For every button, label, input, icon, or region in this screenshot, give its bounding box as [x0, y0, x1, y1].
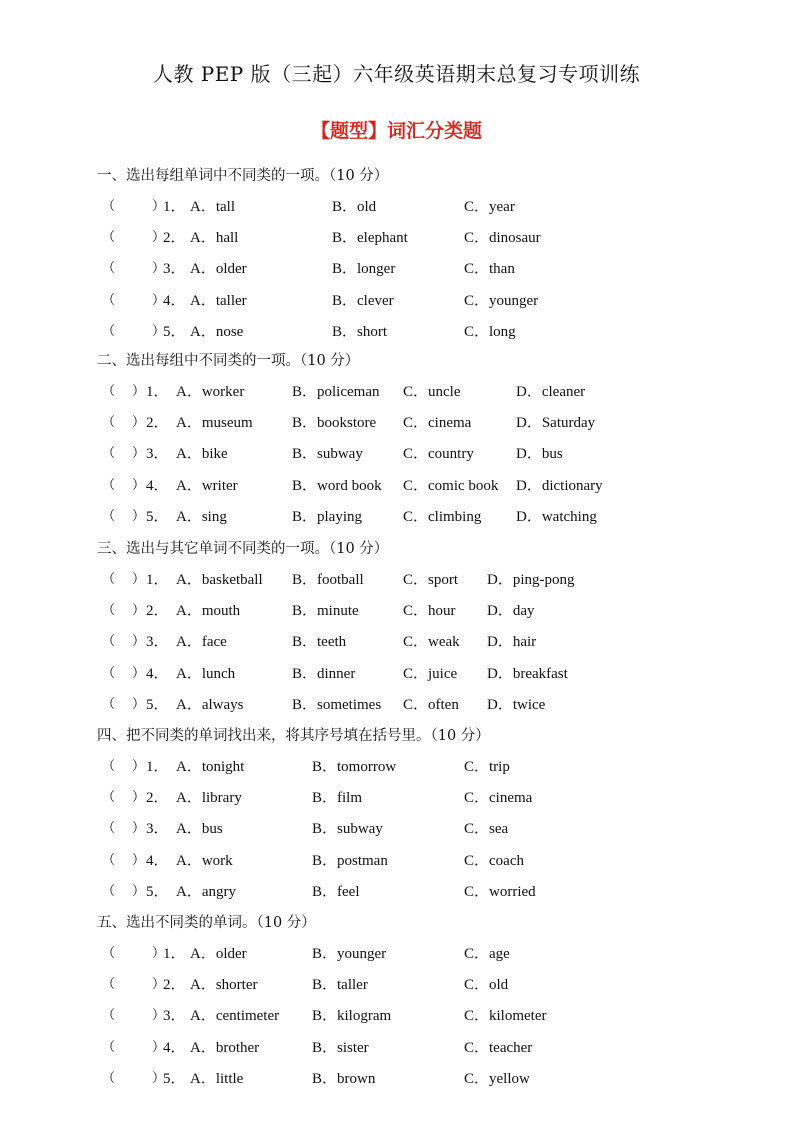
option-b: B．policeman: [292, 384, 380, 400]
question-row: [0, 973, 793, 993]
section-heading: 二、选出每组中不同类的一项。（10 分）: [97, 353, 360, 369]
option-b: B．postman: [312, 852, 388, 869]
question-number: 5．: [146, 883, 169, 900]
question-row: [0, 786, 793, 806]
question-row: [0, 880, 793, 900]
option-a: A．older: [190, 261, 247, 278]
answer-blank-open: （: [102, 508, 116, 524]
option-c: C．comic book: [403, 477, 499, 494]
question-row: [0, 599, 793, 619]
option-c: C．weak: [403, 634, 460, 651]
option-a: A．tall: [190, 199, 235, 215]
answer-blank-close: ）: [132, 883, 146, 899]
option-b: B．taller: [312, 977, 368, 994]
answer-blank-open: （: [102, 384, 116, 399]
question-number: 3．: [146, 446, 169, 463]
option-c: C．juice: [403, 665, 458, 682]
option-b: B．elephant: [332, 230, 408, 247]
question-number: 1．: [146, 384, 169, 400]
option-d: D．cleaner: [516, 384, 586, 400]
option-c: C．often: [403, 696, 459, 713]
option-a: A．museum: [176, 415, 253, 432]
question-number: 4．: [163, 292, 186, 309]
option-c: C．country: [403, 446, 474, 463]
option-d: D．bus: [516, 446, 563, 463]
answer-blank-close: ）: [132, 415, 146, 431]
question-number: 1．: [146, 572, 169, 588]
option-c: C．younger: [464, 292, 539, 309]
answer-blank-open: （: [102, 634, 116, 650]
question-row: [0, 411, 793, 431]
option-b: B．tomorrow: [312, 759, 397, 775]
answer-blank-open: （: [102, 292, 116, 308]
answer-blank-close: ）: [152, 1008, 166, 1024]
option-b: B．short: [332, 323, 388, 340]
option-c: C．climbing: [403, 508, 482, 525]
option-a: A．writer: [176, 477, 238, 494]
option-b: B．brown: [312, 1070, 376, 1087]
answer-blank-close: ）: [132, 821, 146, 837]
answer-blank-open: （: [102, 821, 116, 837]
option-b: B．football: [292, 572, 364, 588]
option-d: D．day: [487, 603, 535, 620]
option-d: D．ping-pong: [487, 572, 575, 588]
option-b: B．clever: [332, 292, 394, 309]
answer-blank-open: （: [102, 261, 116, 277]
answer-blank-close: ）: [132, 384, 146, 399]
answer-blank-open: （: [102, 665, 116, 681]
answer-blank-close: ）: [132, 446, 146, 462]
question-number: 5．: [163, 1070, 186, 1087]
question-row: [0, 568, 793, 588]
option-c: C．coach: [464, 852, 524, 869]
answer-blank-close: ）: [152, 261, 166, 277]
option-c: C．cinema: [464, 790, 533, 807]
option-c: C．long: [464, 323, 516, 340]
answer-blank-open: （: [102, 323, 116, 339]
option-a: A．nose: [190, 323, 244, 340]
option-b: B．film: [312, 790, 363, 807]
question-row: [0, 1036, 793, 1056]
question-row: [0, 257, 793, 277]
option-a: A．worker: [176, 384, 245, 400]
option-a: A．face: [176, 634, 227, 651]
option-d: D．dictionary: [516, 477, 603, 494]
option-b: B．sometimes: [292, 696, 382, 713]
option-a: A．mouth: [176, 603, 241, 620]
question-row: [0, 226, 793, 246]
option-b: B．old: [332, 199, 377, 215]
question-row: [0, 442, 793, 462]
option-c: C．than: [464, 261, 515, 278]
option-a: A．bike: [176, 446, 228, 463]
question-number: 3．: [163, 1008, 186, 1025]
option-c: C．sport: [403, 572, 459, 588]
answer-blank-open: （: [102, 603, 116, 619]
question-row: [0, 942, 793, 962]
answer-blank-open: （: [102, 1008, 116, 1024]
answer-blank-close: ）: [132, 696, 146, 712]
option-c: C．sea: [464, 821, 509, 838]
question-number: 4．: [163, 1039, 186, 1056]
option-b: B．dinner: [292, 665, 356, 682]
option-a: A．little: [190, 1070, 244, 1087]
answer-blank-close: ）: [152, 323, 166, 339]
question-row: [0, 849, 793, 869]
question-number: 4．: [146, 477, 169, 494]
option-b: B．longer: [332, 261, 396, 278]
question-number: 3．: [146, 821, 169, 838]
answer-blank-close: ）: [132, 790, 146, 806]
option-c: C．worried: [464, 883, 536, 900]
question-number: 4．: [146, 665, 169, 682]
question-row: [0, 1067, 793, 1087]
option-c: C．hour: [403, 603, 456, 620]
question-number: 2．: [163, 977, 186, 994]
question-number: 2．: [146, 415, 169, 432]
option-b: B．kilogram: [312, 1008, 392, 1025]
option-d: D．breakfast: [487, 665, 568, 682]
question-number: 2．: [146, 790, 169, 807]
question-number: 1．: [163, 946, 186, 962]
answer-blank-open: （: [102, 477, 116, 493]
answer-blank-close: ）: [152, 946, 166, 961]
option-a: A．angry: [176, 883, 236, 900]
question-row: [0, 289, 793, 309]
answer-blank-open: （: [102, 852, 116, 868]
answer-blank-open: （: [102, 1070, 116, 1086]
option-a: A．lunch: [176, 665, 236, 682]
question-row: [0, 662, 793, 682]
question-number: 4．: [146, 852, 169, 869]
answer-blank-close: ）: [152, 230, 166, 246]
option-b: B．subway: [292, 446, 363, 463]
question-number: 2．: [163, 230, 186, 247]
section-heading: 一、选出每组单词中不同类的一项。（10 分）: [97, 168, 389, 184]
question-row: [0, 505, 793, 525]
answer-blank-close: ）: [132, 852, 146, 868]
option-c: C．trip: [464, 759, 510, 775]
option-d: D．Saturday: [516, 415, 596, 432]
option-c: C．cinema: [403, 415, 472, 432]
option-a: A．bus: [176, 821, 223, 838]
answer-blank-open: （: [102, 790, 116, 806]
answer-blank-open: （: [102, 759, 116, 774]
option-b: B．younger: [312, 946, 387, 962]
question-row: [0, 195, 793, 215]
section-heading: 四、把不同类的单词找出来，将其序号填在括号里。（10 分）: [97, 728, 490, 744]
question-row: [0, 320, 793, 340]
question-row: [0, 380, 793, 400]
answer-blank-close: ）: [132, 572, 146, 587]
option-a: A．always: [176, 696, 244, 713]
question-row: [0, 1004, 793, 1024]
option-c: C．age: [464, 946, 510, 962]
question-row: [0, 817, 793, 837]
question-row: [0, 755, 793, 775]
option-d: D．twice: [487, 696, 546, 713]
answer-blank-close: ）: [152, 1070, 166, 1086]
option-a: A．shorter: [190, 977, 258, 994]
question-number: 3．: [163, 261, 186, 278]
answer-blank-open: （: [102, 946, 116, 961]
answer-blank-open: （: [102, 199, 116, 214]
answer-blank-close: ）: [152, 199, 166, 214]
answer-blank-open: （: [102, 230, 116, 246]
question-number: 5．: [163, 323, 186, 340]
answer-blank-open: （: [102, 415, 116, 431]
answer-blank-open: （: [102, 696, 116, 712]
option-a: A．hall: [190, 230, 239, 247]
option-c: C．dinosaur: [464, 230, 541, 247]
option-c: C．kilometer: [464, 1008, 547, 1025]
question-number: 5．: [146, 508, 169, 525]
option-c: C．old: [464, 977, 509, 994]
option-b: B．minute: [292, 603, 359, 620]
answer-blank-close: ）: [152, 1039, 166, 1055]
option-a: A．older: [190, 946, 247, 962]
option-d: D．hair: [487, 634, 537, 651]
option-c: C．teacher: [464, 1039, 533, 1056]
option-c: C．year: [464, 199, 515, 215]
option-d: D．watching: [516, 508, 597, 525]
question-number: 1．: [146, 759, 169, 775]
answer-blank-close: ）: [152, 977, 166, 993]
option-b: B．bookstore: [292, 415, 377, 432]
option-b: B．word book: [292, 477, 382, 494]
option-a: A．basketball: [176, 572, 263, 588]
answer-blank-close: ）: [132, 508, 146, 524]
option-a: A．work: [176, 852, 233, 869]
page-subtitle: 【题型】词汇分类题: [310, 120, 482, 142]
answer-blank-close: ）: [132, 634, 146, 650]
option-c: C．yellow: [464, 1070, 530, 1087]
question-number: 3．: [146, 634, 169, 651]
section-heading: 五、选出不同类的单词。（10 分）: [97, 915, 316, 931]
option-a: A．brother: [190, 1039, 260, 1056]
question-number: 2．: [146, 603, 169, 620]
section-heading: 三、选出与其它单词不同类的一项。（10 分）: [97, 541, 389, 557]
answer-blank-close: ）: [132, 477, 146, 493]
option-b: B．playing: [292, 508, 362, 525]
question-row: [0, 693, 793, 713]
option-b: B．teeth: [292, 634, 347, 651]
answer-blank-open: （: [102, 446, 116, 462]
answer-blank-close: ）: [132, 759, 146, 774]
option-a: A．taller: [190, 292, 247, 309]
answer-blank-open: （: [102, 883, 116, 899]
page-title: 人教 PEP 版（三起）六年级英语期末总复习专项训练: [152, 62, 641, 86]
answer-blank-open: （: [102, 572, 116, 587]
option-b: B．feel: [312, 883, 360, 900]
question-number: 1．: [163, 199, 186, 215]
answer-blank-close: ）: [152, 292, 166, 308]
option-a: A．sing: [176, 508, 227, 525]
question-row: [0, 474, 793, 494]
question-row: [0, 630, 793, 650]
option-a: A．centimeter: [190, 1008, 280, 1025]
option-a: A．tonight: [176, 759, 245, 775]
option-b: B．sister: [312, 1039, 369, 1056]
answer-blank-open: （: [102, 1039, 116, 1055]
answer-blank-close: ）: [132, 603, 146, 619]
answer-blank-open: （: [102, 977, 116, 993]
option-c: C．uncle: [403, 384, 461, 400]
answer-blank-close: ）: [132, 665, 146, 681]
option-b: B．subway: [312, 821, 383, 838]
question-number: 5．: [146, 696, 169, 713]
option-a: A．library: [176, 790, 242, 807]
